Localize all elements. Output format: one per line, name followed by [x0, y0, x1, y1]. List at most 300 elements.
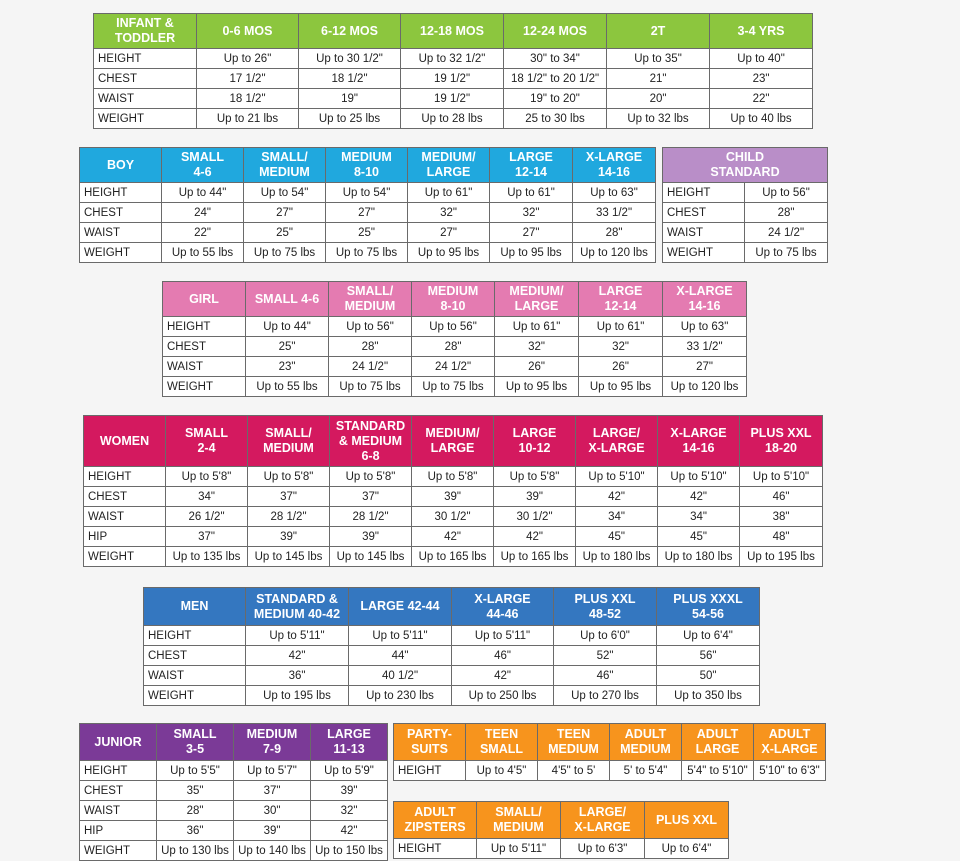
- size-value-cell: Up to 61": [579, 317, 663, 337]
- size-value-cell: Up to 5'11": [349, 626, 452, 646]
- junior-header-3: [311, 724, 388, 761]
- party-header-text: TEEN: [484, 727, 519, 741]
- size-value-cell: 5'10" to 6'3": [754, 761, 826, 781]
- size-value-cell: Up to 5'10": [576, 467, 658, 487]
- size-value-cell: Up to 6'4": [657, 626, 760, 646]
- junior-header-2: [234, 724, 311, 761]
- size-value-cell: 33 1/2": [573, 203, 656, 223]
- women-header-text: LARGE: [430, 441, 475, 455]
- table-row: [663, 203, 828, 223]
- table-row: [663, 243, 828, 263]
- boy-header-5: [490, 148, 573, 183]
- size-value-cell: 23": [246, 357, 329, 377]
- table-row: [663, 223, 828, 243]
- infant-header-text: 2T: [650, 23, 666, 38]
- size-value-cell: Up to 5'9": [311, 761, 388, 781]
- boy-header-text: LARGE: [426, 165, 471, 179]
- size-value-cell: Up to 95 lbs: [579, 377, 663, 397]
- table-row: [163, 377, 747, 397]
- size-value-cell: 45": [576, 527, 658, 547]
- table-row: [94, 49, 813, 69]
- measurement-label: HEIGHT: [84, 467, 166, 487]
- size-value-cell: 39": [248, 527, 330, 547]
- size-value-cell: 5'4" to 5'10": [682, 761, 754, 781]
- size-value-cell: Up to 63": [663, 317, 747, 337]
- size-value-cell: Up to 44": [162, 183, 244, 203]
- size-value-cell: 28": [412, 337, 495, 357]
- size-value-cell: Up to 5'11": [477, 839, 561, 859]
- junior-header-text: 11-13: [333, 742, 365, 756]
- measurement-label: HEIGHT: [394, 839, 477, 859]
- size-value-cell: 42": [246, 646, 349, 666]
- measurement-label: WAIST: [80, 801, 157, 821]
- measurement-label: WEIGHT: [80, 841, 157, 861]
- girl-header-text: MEDIUM: [344, 299, 396, 313]
- measurement-label: WEIGHT: [144, 686, 246, 706]
- women-header-text: X-LARGE: [670, 426, 727, 440]
- size-value-cell: Up to 4'5": [466, 761, 538, 781]
- size-value-cell: Up to 145 lbs: [330, 547, 412, 567]
- size-value-cell: Up to 28 lbs: [401, 109, 504, 129]
- size-value-cell: Up to 195 lbs: [740, 547, 823, 567]
- women-header-6: [576, 416, 658, 467]
- size-value-cell: 27": [490, 223, 573, 243]
- size-value-cell: Up to 5'10": [740, 467, 823, 487]
- men-header-text: PLUS XXL: [574, 591, 636, 606]
- party-header-0: [394, 724, 466, 761]
- infant-header-text: TODDLER: [114, 31, 176, 45]
- women-header-1: [166, 416, 248, 467]
- size-value-cell: Up to 230 lbs: [349, 686, 452, 706]
- size-value-cell: 24 1/2": [745, 223, 828, 243]
- table-row: [663, 183, 828, 203]
- women-header-text: PLUS XXL: [750, 426, 812, 440]
- size-value-cell: 26 1/2": [166, 507, 248, 527]
- size-value-cell: 28": [157, 801, 234, 821]
- size-value-cell: 18 1/2": [299, 69, 401, 89]
- size-value-cell: 24 1/2": [412, 357, 495, 377]
- infant-header-text: 12-24 MOS: [523, 23, 587, 38]
- size-value-cell: 34": [576, 507, 658, 527]
- boy-header-text: LARGE: [509, 150, 553, 164]
- girl-header-text: SMALL 4-6: [254, 291, 320, 306]
- size-value-cell: 46": [740, 487, 823, 507]
- table-row: [94, 69, 813, 89]
- men-header-text: STANDARD &: [256, 591, 338, 606]
- men-header-text: LARGE 42-44: [360, 599, 440, 613]
- size-value-cell: 35": [157, 781, 234, 801]
- size-value-cell: Up to 140 lbs: [234, 841, 311, 861]
- infant-header-text: INFANT &: [116, 16, 174, 30]
- infant-header-5: [607, 14, 710, 49]
- table-row: [163, 357, 747, 377]
- party-header-text: MEDIUM: [620, 742, 671, 756]
- measurement-label: HEIGHT: [94, 49, 197, 69]
- size-value-cell: Up to 5'10": [658, 467, 740, 487]
- girl-header-text: MEDIUM/: [509, 284, 564, 298]
- men-header-text: MEN: [180, 599, 209, 613]
- women-header-text: 14-16: [682, 441, 715, 455]
- table-row: [84, 507, 823, 527]
- party-header-text: SUITS: [411, 742, 448, 756]
- size-value-cell: 4'5" to 5': [538, 761, 610, 781]
- size-value-cell: 32": [495, 337, 579, 357]
- party-header-text: PARTY-: [407, 727, 452, 741]
- size-value-cell: 39": [494, 487, 576, 507]
- size-value-cell: 24": [162, 203, 244, 223]
- party-header-text: LARGE: [695, 742, 740, 756]
- men-header-1: [246, 588, 349, 626]
- junior-header-text: 3-5: [185, 742, 205, 756]
- boy-header-text: SMALL: [180, 150, 225, 164]
- size-value-cell: 22": [162, 223, 244, 243]
- boy-header-text: MEDIUM/: [421, 150, 476, 164]
- measurement-label: WEIGHT: [84, 547, 166, 567]
- table-row: [144, 686, 760, 706]
- junior-header-0: [80, 724, 157, 761]
- women-header-text: LARGE: [512, 426, 557, 440]
- junior-size-table: [79, 723, 388, 861]
- size-value-cell: 45": [658, 527, 740, 547]
- men-header-text: PLUS XXXL: [673, 591, 743, 606]
- men-header-text: 48-52: [589, 606, 621, 621]
- girl-header-text: GIRL: [189, 291, 219, 306]
- size-value-cell: Up to 250 lbs: [452, 686, 554, 706]
- size-value-cell: Up to 75 lbs: [244, 243, 326, 263]
- size-value-cell: 28": [745, 203, 828, 223]
- size-value-cell: Up to 135 lbs: [166, 547, 248, 567]
- party-header-2: [538, 724, 610, 761]
- size-value-cell: 19 1/2": [401, 69, 504, 89]
- measurement-label: CHEST: [80, 203, 162, 223]
- size-value-cell: Up to 95 lbs: [490, 243, 573, 263]
- size-value-cell: Up to 35": [607, 49, 710, 69]
- table-row: [80, 243, 656, 263]
- girl-header-3: [412, 282, 495, 317]
- size-value-cell: 23": [710, 69, 813, 89]
- size-value-cell: 19": [299, 89, 401, 109]
- size-value-cell: Up to 120 lbs: [573, 243, 656, 263]
- size-value-cell: 28 1/2": [248, 507, 330, 527]
- size-value-cell: Up to 5'7": [234, 761, 311, 781]
- size-value-cell: Up to 32 1/2": [401, 49, 504, 69]
- size-value-cell: 40 1/2": [349, 666, 452, 686]
- table-row: [163, 317, 747, 337]
- boy-header-text: SMALL/: [261, 150, 308, 164]
- size-value-cell: 37": [166, 527, 248, 547]
- size-value-cell: 25": [246, 337, 329, 357]
- women-header-4: [412, 416, 494, 467]
- size-value-cell: Up to 61": [490, 183, 573, 203]
- men-header-4: [554, 588, 657, 626]
- men-header-0: [144, 588, 246, 626]
- size-value-cell: Up to 6'3": [561, 839, 645, 859]
- measurement-label: WAIST: [663, 223, 745, 243]
- table-row: [144, 646, 760, 666]
- boy-header-1: [162, 148, 244, 183]
- size-value-cell: 18 1/2": [197, 89, 299, 109]
- infant-header-text: 0-6 MOS: [222, 23, 273, 38]
- girl-header-5: [579, 282, 663, 317]
- infant-header-4: [504, 14, 607, 49]
- junior-header-text: JUNIOR: [94, 734, 142, 749]
- size-value-cell: 17 1/2": [197, 69, 299, 89]
- size-value-cell: 27": [663, 357, 747, 377]
- infant-header-0: [94, 14, 197, 49]
- women-header-text: 2-4: [197, 441, 216, 455]
- measurement-label: HIP: [84, 527, 166, 547]
- girl-header-text: 12-14: [604, 299, 637, 313]
- size-value-cell: 38": [740, 507, 823, 527]
- table-row: [94, 89, 813, 109]
- size-value-cell: 32": [408, 203, 490, 223]
- size-value-cell: 19 1/2": [401, 89, 504, 109]
- boy-header-text: X-LARGE: [585, 150, 643, 164]
- size-value-cell: 32": [490, 203, 573, 223]
- size-value-cell: Up to 55 lbs: [246, 377, 329, 397]
- party-header-4: [682, 724, 754, 761]
- zipsters-header-3: [645, 802, 729, 839]
- measurement-label: WAIST: [163, 357, 246, 377]
- size-value-cell: Up to 6'4": [645, 839, 729, 859]
- size-value-cell: 42": [452, 666, 554, 686]
- table-row: [144, 626, 760, 646]
- party-header-text: TEEN: [556, 727, 591, 741]
- measurement-label: WEIGHT: [94, 109, 197, 129]
- measurement-label: CHEST: [144, 646, 246, 666]
- table-row: [80, 203, 656, 223]
- size-value-cell: 25": [244, 223, 326, 243]
- size-value-cell: 26": [495, 357, 579, 377]
- men-header-text: MEDIUM 40-42: [253, 606, 341, 621]
- women-header-2: [248, 416, 330, 467]
- size-value-cell: 52": [554, 646, 657, 666]
- table-row: [80, 841, 388, 861]
- child-header-0: [663, 148, 828, 183]
- size-value-cell: Up to 56": [412, 317, 495, 337]
- women-header-7: [658, 416, 740, 467]
- men-header-3: [452, 588, 554, 626]
- men-size-table: [143, 587, 760, 706]
- men-header-2: [349, 588, 452, 626]
- zipsters-header-text: SMALL/: [495, 805, 542, 819]
- size-value-cell: 20": [607, 89, 710, 109]
- women-size-table: [83, 415, 823, 567]
- party-suits-size-table: [393, 723, 826, 781]
- boy-header-2: [244, 148, 326, 183]
- size-value-cell: Up to 63": [573, 183, 656, 203]
- size-value-cell: Up to 40 lbs: [710, 109, 813, 129]
- boy-header-text: MEDIUM: [259, 165, 310, 179]
- women-header-text: LARGE/: [592, 426, 641, 440]
- table-row: [394, 839, 729, 859]
- size-value-cell: 32": [579, 337, 663, 357]
- size-value-cell: 42": [658, 487, 740, 507]
- size-value-cell: Up to 5'8": [248, 467, 330, 487]
- size-value-cell: Up to 195 lbs: [246, 686, 349, 706]
- size-value-cell: Up to 5'8": [494, 467, 576, 487]
- size-value-cell: Up to 5'11": [452, 626, 554, 646]
- size-value-cell: Up to 270 lbs: [554, 686, 657, 706]
- zipsters-header-text: MEDIUM: [493, 820, 544, 834]
- size-value-cell: Up to 25 lbs: [299, 109, 401, 129]
- zipsters-header-text: ADULT: [414, 805, 456, 819]
- party-header-text: ADULT: [624, 727, 667, 741]
- size-value-cell: Up to 5'8": [330, 467, 412, 487]
- size-value-cell: Up to 5'8": [166, 467, 248, 487]
- size-value-cell: Up to 26": [197, 49, 299, 69]
- table-row: [84, 547, 823, 567]
- women-header-8: [740, 416, 823, 467]
- size-value-cell: Up to 30 1/2": [299, 49, 401, 69]
- size-value-cell: Up to 56": [745, 183, 828, 203]
- table-row: [80, 223, 656, 243]
- measurement-label: WAIST: [144, 666, 246, 686]
- girl-header-0: [163, 282, 246, 317]
- women-header-text: 18-20: [765, 441, 797, 455]
- size-value-cell: Up to 145 lbs: [248, 547, 330, 567]
- women-header-5: [494, 416, 576, 467]
- measurement-label: WEIGHT: [163, 377, 246, 397]
- boy-header-text: BOY: [106, 157, 135, 172]
- size-value-cell: Up to 75 lbs: [326, 243, 408, 263]
- adult-zipsters-size-table: [393, 801, 729, 859]
- boy-header-text: 14-16: [598, 165, 630, 179]
- size-value-cell: 39": [330, 527, 412, 547]
- size-value-cell: 37": [248, 487, 330, 507]
- size-value-cell: 22": [710, 89, 813, 109]
- girl-header-text: X-LARGE: [676, 284, 733, 298]
- measurement-label: CHEST: [163, 337, 246, 357]
- size-value-cell: 37": [330, 487, 412, 507]
- zipsters-header-0: [394, 802, 477, 839]
- size-value-cell: 42": [576, 487, 658, 507]
- size-value-cell: 26": [579, 357, 663, 377]
- size-value-cell: 36": [246, 666, 349, 686]
- junior-header-text: 7-9: [262, 742, 282, 756]
- size-value-cell: 36": [157, 821, 234, 841]
- boy-header-6: [573, 148, 656, 183]
- party-header-text: SMALL: [479, 742, 524, 756]
- women-header-text: MEDIUM/: [425, 426, 480, 440]
- girl-header-text: 14-16: [688, 299, 721, 313]
- size-value-cell: Up to 55 lbs: [162, 243, 244, 263]
- size-value-cell: Up to 350 lbs: [657, 686, 760, 706]
- zipsters-header-2: [561, 802, 645, 839]
- measurement-label: HIP: [80, 821, 157, 841]
- party-header-text: ADULT: [696, 727, 739, 741]
- junior-header-text: LARGE: [327, 727, 371, 741]
- size-value-cell: Up to 32 lbs: [607, 109, 710, 129]
- men-header-text: 54-56: [692, 606, 724, 621]
- table-row: [394, 761, 826, 781]
- size-value-cell: 34": [166, 487, 248, 507]
- size-value-cell: Up to 40": [710, 49, 813, 69]
- women-header-text: X-LARGE: [588, 441, 645, 455]
- measurement-label: WEIGHT: [663, 243, 745, 263]
- size-value-cell: Up to 75 lbs: [745, 243, 828, 263]
- measurement-label: HEIGHT: [163, 317, 246, 337]
- men-header-text: 44-46: [486, 606, 519, 621]
- size-value-cell: 19" to 20": [504, 89, 607, 109]
- girl-header-text: MEDIUM: [427, 284, 479, 298]
- infant-header-text: 12-18 MOS: [420, 23, 484, 38]
- boy-header-text: 12-14: [515, 165, 547, 179]
- size-value-cell: Up to 56": [329, 317, 412, 337]
- junior-header-1: [157, 724, 234, 761]
- child-standard-size-table: [662, 147, 828, 263]
- junior-header-text: MEDIUM: [246, 727, 298, 741]
- size-value-cell: 28": [329, 337, 412, 357]
- women-header-text: STANDARD: [335, 418, 406, 433]
- size-value-cell: Up to 6'0": [554, 626, 657, 646]
- size-value-cell: 30" to 34": [504, 49, 607, 69]
- size-value-cell: 42": [494, 527, 576, 547]
- boy-header-text: 4-6: [193, 165, 212, 179]
- child-header-text: STANDARD: [710, 165, 780, 179]
- women-header-text: WOMEN: [99, 433, 150, 448]
- women-header-text: 6-8: [361, 448, 380, 463]
- measurement-label: HEIGHT: [394, 761, 466, 781]
- zipsters-header-1: [477, 802, 561, 839]
- table-row: [80, 821, 388, 841]
- size-value-cell: 30 1/2": [494, 507, 576, 527]
- size-value-cell: 30 1/2": [412, 507, 494, 527]
- boy-size-table: [79, 147, 656, 263]
- size-value-cell: Up to 165 lbs: [412, 547, 494, 567]
- size-value-cell: Up to 61": [495, 317, 579, 337]
- boy-header-3: [326, 148, 408, 183]
- women-header-text: SMALL: [184, 426, 229, 440]
- size-value-cell: 27": [244, 203, 326, 223]
- zipsters-header-text: ZIPSTERS: [404, 820, 466, 834]
- size-value-cell: Up to 75 lbs: [412, 377, 495, 397]
- men-header-5: [657, 588, 760, 626]
- party-header-5: [754, 724, 826, 761]
- party-header-1: [466, 724, 538, 761]
- women-header-0: [84, 416, 166, 467]
- girl-header-text: SMALL/: [346, 284, 394, 298]
- girl-header-6: [663, 282, 747, 317]
- party-header-text: ADULT: [768, 727, 811, 741]
- boy-header-4: [408, 148, 490, 183]
- size-value-cell: Up to 95 lbs: [408, 243, 490, 263]
- girl-size-table: [162, 281, 747, 397]
- size-value-cell: Up to 54": [244, 183, 326, 203]
- table-row: [80, 183, 656, 203]
- size-value-cell: 25": [326, 223, 408, 243]
- measurement-label: CHEST: [94, 69, 197, 89]
- size-value-cell: 39": [311, 781, 388, 801]
- size-value-cell: Up to 120 lbs: [663, 377, 747, 397]
- infant-header-text: 6-12 MOS: [321, 23, 378, 38]
- size-value-cell: Up to 180 lbs: [658, 547, 740, 567]
- size-value-cell: 28 1/2": [330, 507, 412, 527]
- size-value-cell: 42": [311, 821, 388, 841]
- size-value-cell: Up to 54": [326, 183, 408, 203]
- women-header-3: [330, 416, 412, 467]
- size-value-cell: Up to 95 lbs: [495, 377, 579, 397]
- measurement-label: WEIGHT: [80, 243, 162, 263]
- infant-header-6: [710, 14, 813, 49]
- measurement-label: HEIGHT: [80, 761, 157, 781]
- measurement-label: CHEST: [80, 781, 157, 801]
- girl-header-1: [246, 282, 329, 317]
- size-value-cell: 39": [412, 487, 494, 507]
- measurement-label: CHEST: [663, 203, 745, 223]
- size-value-cell: Up to 5'5": [157, 761, 234, 781]
- size-value-cell: 50": [657, 666, 760, 686]
